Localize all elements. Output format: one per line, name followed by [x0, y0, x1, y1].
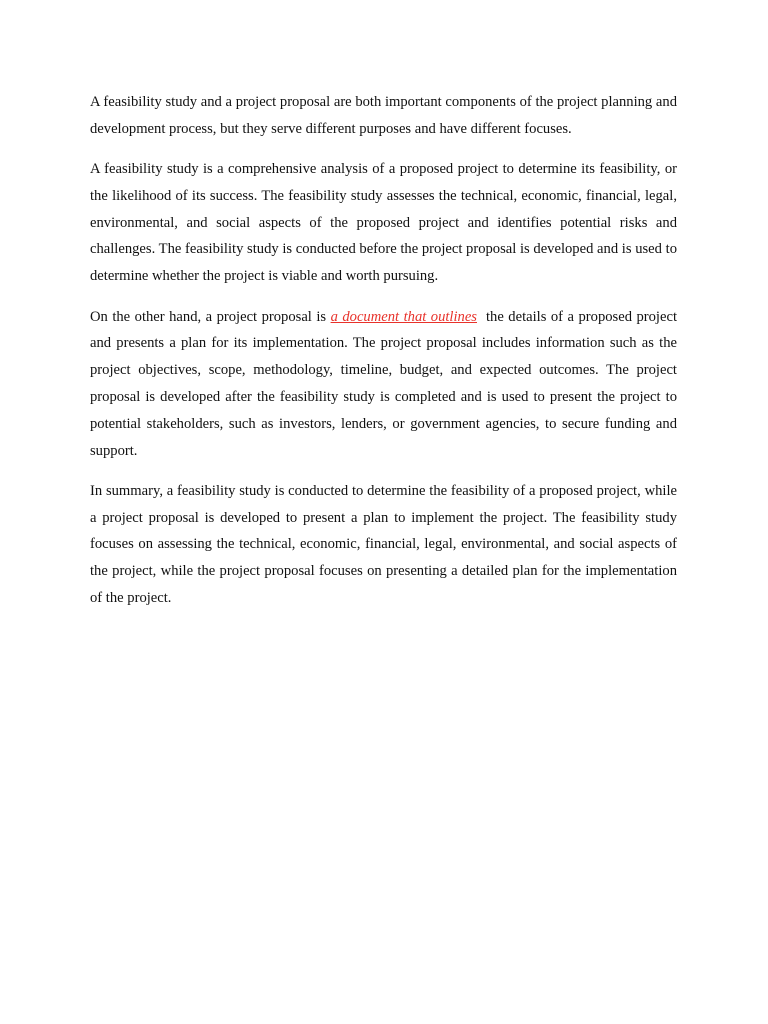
paragraph-text-before-link: On the other hand, a project proposal is — [90, 308, 331, 325]
paragraph-project-proposal — [90, 304, 681, 465]
paragraph-summary: In summary, a feasibility study is conducted to determine the feasibility of a proposed project, while a project proposal is developed to present a plan to implement the project. The feasibility study focuses on assessing the technical, economic, financial, legal, environmental, and social aspects of the project, while the project proposal focuses on presenting a detailed plan for the implementation of the project. — [90, 482, 677, 607]
paragraph-feasibility-study: A feasibility study is a comprehensive analysis of a proposed project to determine its feasibility, or the likelihood of its success. The feasibility study assesses the technical, economic, financial, legal, environmental, and social aspects of the proposed project and identifies potential risks and challenges. The feasibility study is conducted before the project proposal is developed and is used to determine whether the project is viable and worth pursuing. — [90, 161, 677, 285]
paragraph-intro: A feasibility study and a project proposal are both important components of the project planning and development process, but they serve different purposes and have different focuses. — [90, 94, 677, 137]
document-link[interactable]: a document that outlines — [330, 308, 477, 325]
document-body — [90, 89, 681, 625]
paragraph-text-after-link: the details of a proposed project and presents a plan for its implementation. The project proposal includes information such as the project objectives, scope, methodology, timeline, budget, and expected outcomes. The project proposal is developed after the feasibility study is completed and is used to present the project to potential stakeholders, such as investors, lenders, or government agencies, to secure funding and support. — [90, 308, 681, 459]
